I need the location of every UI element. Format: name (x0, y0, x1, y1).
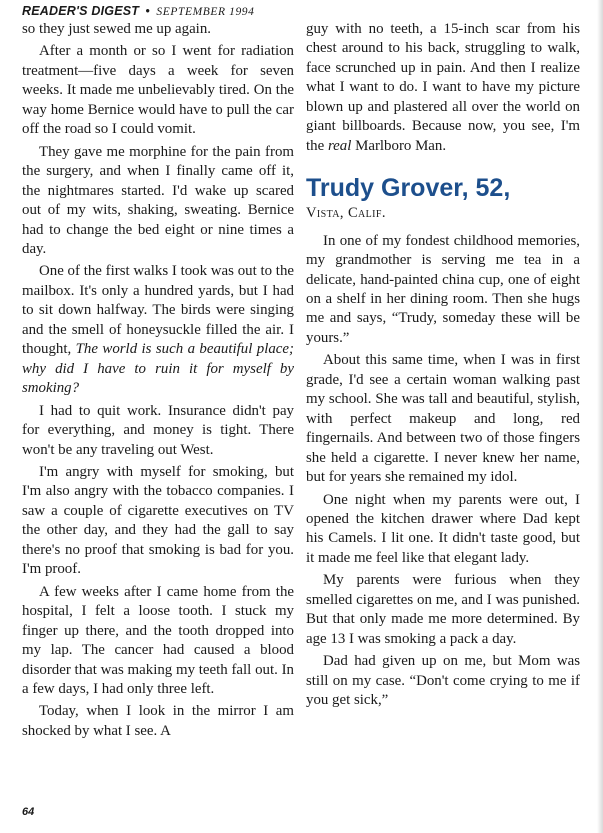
paragraph: My parents were furious when they smelled cigarettes on me, and I was punished. But that only made me more determined. By age 13 I was smoking a pack a day. (306, 572, 580, 647)
paragraph: About this same time, when I was in first grade, I'd see a certain woman walking past my school. She was tall and beautiful, stylish, with perfect makeup and long, red fingernails. And between two of those fingers she held a cigarette. I never knew her name, but for years she remained my idol. (306, 352, 580, 486)
paragraph: so they just sewed me up again. (22, 21, 211, 37)
paragraph-text: guy with no teeth, a 15-inch scar from his chest around to his back, struggling to walk, face scrunched up in pain. And then I realize what I want to do. I want to have my picture blown up and plastered all over the world on giant billboards. Because now, you see, I'm the (306, 21, 580, 154)
paragraph: Dad had given up on me, but Mom was still on my case. “Don't come crying to me if you get sick,” (306, 653, 580, 709)
paragraph: They gave me morphine for the pain from the surgery, and when I finally came off it, the nightmares started. I'd wake up scared out of my wits, shaking, sweating. Bernice had to change the bed eight or nine times a day. (22, 143, 294, 257)
paragraph-text: Marlboro Man. (355, 137, 447, 154)
left-column (22, 20, 294, 744)
paragraph (22, 262, 294, 398)
paragraph: One night when my parents were out, I opened the kitchen drawer where Dad kept his Camels. I lit one. It didn't taste good, but it made me feel like that elegant lady. (306, 491, 580, 566)
paragraph: In one of my fondest childhood memories, my grandmother is serving me tea in a delicate, hand-painted china cup, one of eight on a shelf in her dining room. Then she hugs me and says, “Trudy, someday these will be yours.” (306, 232, 580, 346)
magazine-name: READER'S DIGEST (22, 4, 140, 18)
issue-date: SEPTEMBER 1994 (156, 6, 255, 18)
paragraph: A few weeks after I came home from the hospital, I felt a loose tooth. I stuck my finger up there, and the tooth dropped into my lap. The cancer had caused a blood disorder that was making my teeth fall out. In a few days, I had only three left. (22, 583, 294, 697)
header-bullet: • (145, 4, 151, 18)
page-edge-shadow (597, 0, 603, 833)
paragraph (306, 20, 580, 156)
paragraph: I had to quit work. Insurance didn't pay for everything, and money is tight. There won't be any traveling out West. (22, 402, 294, 458)
italic-quote: The world is such a beautiful place; why did I have to ruin it for myself by smoking? (22, 341, 294, 397)
paragraph: I'm angry with myself for smoking, but I'm also angry with the tobacco companies. I saw a couple of cigarette executives on TV the other day, and they had the gall to say there's no proof that smoking is bad for you. I'm proof. (22, 463, 294, 578)
paragraph: Today, when I look in the mirror I am shocked by what I see. A (22, 703, 294, 739)
paragraph-text: One of the first walks I took was out to the mailbox. It's only a hundred yards, but I had to sit down halfway. The birds were singing and the smell of honeysuckle filled the air. I thought, (22, 263, 294, 358)
section-location: Vista, Calif. (306, 205, 386, 222)
paragraph: After a month or so I went for radiation treatment—five days a week for seven weeks. It made me unbelievably tired. On the way home Bernice would have to pull the car off the road so I could vomit. (22, 43, 294, 138)
running-header (22, 4, 255, 19)
page-number: 64 (22, 806, 35, 818)
right-column (306, 20, 580, 714)
section-heading: Trudy Grover, 52, (306, 174, 511, 203)
italic-word: real (327, 137, 352, 154)
